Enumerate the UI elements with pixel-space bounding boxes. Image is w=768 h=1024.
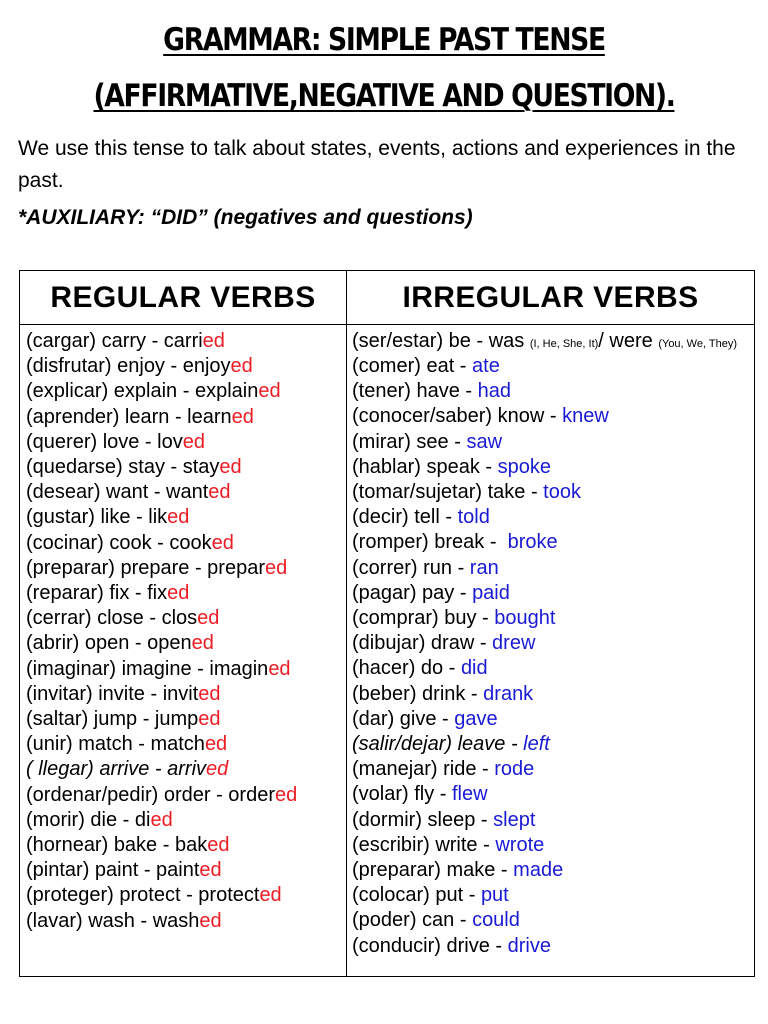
irregular-verb-past: made [513,859,564,882]
irregular-verb-past: gave [454,707,498,730]
irregular-verb-text: (hacer) do - [352,657,461,680]
regular-verb-ending: ed [275,783,298,806]
irregular-verb-past: had [477,380,511,403]
column-divider [346,271,347,976]
irregular-verb-text: (dibujar) draw - [352,632,493,655]
irregular-verb-text: (dormir) sleep - [352,808,494,831]
irregular-verb-text: (comprar) buy - [352,607,495,630]
regular-verb-row [26,480,342,505]
regular-verb-text: (explicar) explain - explain [26,380,259,403]
irregular-verb-row [352,404,752,429]
auxiliary-note: *AUXILIARY: “DID” (negatives and questions) [18,206,473,229]
regular-verb-ending: ed [258,380,281,403]
regular-verb-text: (unir) match - match [26,733,205,756]
irregular-verb-text: (colocar) put - [352,884,481,907]
irregular-verb-past: drew [492,632,536,655]
regular-verb-ending: ed [197,607,220,630]
irregular-verb-text: (volar) fly - [352,783,452,806]
irregular-verb-past: slept [493,808,536,831]
regular-verb-text: (ordenar/pedir) order - order [26,783,275,806]
regular-verb-row [26,883,342,908]
irregular-verb-text: (conducir) drive - [352,934,508,957]
regular-verb-ending: ed [167,582,190,605]
irregular-verb-row [352,480,752,505]
regular-verb-row [26,707,342,732]
irregular-verb-text: (pagar) pay - [352,581,473,604]
irregular-verb-past: flew [452,783,488,806]
regular-verb-row [26,858,342,883]
regular-verb-ending: ed [231,405,254,428]
regular-verbs-header: REGULAR VERBS [50,281,316,314]
regular-verb-row [26,379,342,404]
irregular-verb-row [352,858,752,883]
irregular-verb-past: put [480,884,509,907]
regular-verb-ending: ed [211,531,234,554]
regular-verb-ending: ed [259,884,282,907]
irregular-verb-text: (mirar) see - [352,430,467,453]
regular-verb-ending: ed [219,456,242,479]
regular-verb-row [26,531,342,556]
irregular-verb-past: spoke [497,455,551,478]
irregular-verb-row [352,430,752,455]
irregular-verb-past: rode [494,758,535,781]
regular-verb-text: ( llegar) arrive - arriv [26,758,207,781]
irregular-verb-row [352,556,752,581]
regular-verb-row [26,354,342,379]
irregular-verb-text: (hablar) speak - [352,455,498,478]
regular-verb-ending: ed [265,556,288,579]
irregular-verb-text: (conocer/saber) know - [352,405,563,428]
regular-verb-text: (imaginar) imagine - imagin [26,657,269,680]
regular-verb-text: (disfrutar) enjoy - enjoy [26,355,231,378]
irregular-verb-text: (salir/dejar) leave - [352,733,524,756]
irregular-verb-past: wrote [495,833,545,856]
regular-verbs-column [26,329,342,934]
regular-verb-ending: ed [191,632,214,655]
irregular-verb-row [352,808,752,833]
regular-verb-text: (aprender) learn - learn [26,405,232,428]
be-verb-were-text: / were [598,330,659,352]
regular-verb-text: (proteger) protect - protect [26,884,260,907]
regular-verb-text: (lavar) wash - wash [26,909,200,932]
irregular-verb-text: (escribir) write - [352,833,496,856]
irregular-verb-past: drive [507,934,551,957]
irregular-verb-text: (preparar) make - [352,859,514,882]
irregular-verb-text: (dar) give - [352,707,455,730]
irregular-verb-row [352,581,752,606]
irregular-verb-row [352,530,752,555]
regular-verb-ending: ed [202,330,225,352]
regular-verb-text: (quedarse) stay - stay [26,456,220,479]
regular-verb-ending: ed [208,481,231,504]
irregular-verb-row [352,782,752,807]
regular-verb-text: (gustar) like - lik [26,506,168,529]
regular-verb-ending: ed [198,708,221,731]
irregular-verb-text: (beber) drink - [352,682,484,705]
regular-verb-row [26,505,342,530]
regular-verb-row [26,405,342,430]
regular-verb-ending: ed [167,506,190,529]
regular-verb-text: (querer) love - lov [26,430,183,453]
regular-verb-row [26,682,342,707]
regular-verb-text: (cargar) carry - carri [26,330,203,352]
irregular-verb-past: could [472,909,520,932]
irregular-verb-past: drank [483,682,534,705]
regular-verb-ending: ed [204,733,228,756]
regular-verb-row [26,329,342,354]
regular-verb-row [26,808,342,833]
regular-verb-row [26,581,342,606]
regular-verb-row [26,732,342,757]
regular-verb-ending: ed [198,682,221,705]
irregular-verbs-column [352,329,752,959]
regular-verb-ending: ed [206,758,229,781]
irregular-verb-row [352,732,752,757]
irregular-verb-past: paid [472,581,510,604]
regular-verb-text: (invitar) invite - invit [26,682,199,705]
page-title-line-1: GRAMMAR: SIMPLE PAST TENSE [163,22,605,58]
irregular-verb-row [352,656,752,681]
regular-verb-text: (hornear) bake - bak [26,834,208,857]
irregular-verb-row [352,354,752,379]
intro-paragraph: We use this tense to talk about states, events, actions and experiences in the past. [18,137,736,192]
regular-verb-row [26,657,342,682]
regular-verb-row [26,757,342,782]
irregular-verb-row [352,505,752,530]
irregular-verb-past: ran [469,556,499,579]
regular-verb-ending: ed [150,808,173,831]
regular-verb-row [26,606,342,631]
regular-verb-ending: ed [230,355,253,378]
regular-verb-text: (morir) die - di [26,808,151,831]
header-divider [20,324,754,325]
irregular-verb-text: (correr) run - [352,556,470,579]
irregular-verb-row [352,455,752,480]
irregular-verb-text: (romper) break - [352,531,508,554]
regular-verb-text: (abrir) open - open [26,632,192,655]
irregular-verb-past: ate [472,355,500,377]
irregular-verb-row [352,631,752,656]
irregular-verb-row [352,883,752,908]
be-verb-row [352,329,752,354]
be-verb-subjects-plural: (You, We, They) [658,338,737,350]
irregular-verb-text: (tomar/sujetar) take - [352,481,544,504]
irregular-verb-past: knew [562,405,609,428]
regular-verb-ending: ed [199,909,222,932]
irregular-verb-past: bought [494,607,556,630]
irregular-verb-row [352,379,752,404]
irregular-verb-past: broke [507,531,558,554]
regular-verb-row [26,430,342,455]
regular-verb-row [26,909,342,934]
page-title-line-2: (AFFIRMATIVE,NEGATIVE AND QUESTION). [93,78,675,114]
regular-verb-text: (preparar) prepare - prepar [26,556,265,579]
irregular-verb-row [352,833,752,858]
irregular-verb-text: (decir) tell - [352,506,458,529]
irregular-verb-text: (poder) can - [352,909,473,932]
irregular-verb-past: left [523,733,550,756]
irregular-verb-row [352,707,752,732]
irregular-verb-row [352,682,752,707]
regular-verb-text: (cerrar) close - clos [26,607,198,630]
regular-verb-row [26,833,342,858]
be-verb-text: (ser/estar) be - was [352,330,530,352]
irregular-verb-row [352,606,752,631]
regular-verb-ending: ed [207,834,230,857]
irregular-verb-row [352,757,752,782]
irregular-verbs-header: IRREGULAR VERBS [402,281,699,314]
irregular-verb-past: saw [466,430,503,453]
regular-verb-text: (saltar) jump - jump [26,708,199,731]
irregular-verb-row [352,908,752,933]
regular-verb-ending: ed [268,657,291,680]
irregular-verb-text: (manejar) ride - [352,758,495,781]
irregular-verb-past: told [457,506,490,529]
regular-verb-ending: ed [199,859,222,882]
irregular-verb-row [352,934,752,959]
regular-verb-ending: ed [182,430,205,453]
irregular-verb-text: (tener) have - [352,380,478,403]
irregular-verb-past: did [460,657,488,680]
regular-verb-row [26,455,342,480]
irregular-verb-past: took [543,481,581,504]
regular-verb-text: (cocinar) cook - cook [26,531,212,554]
regular-verb-row [26,631,342,656]
verbs-table [19,270,755,977]
regular-verb-text: (desear) want - want [26,481,209,504]
irregular-verb-text: (comer) eat - [352,355,473,377]
regular-verb-text: (pintar) paint - paint [26,859,200,882]
be-verb-subjects-singular: (I, He, She, It) [529,338,599,350]
regular-verb-text: (reparar) fix - fix [26,582,168,605]
regular-verb-row [26,556,342,581]
regular-verb-row [26,783,342,808]
